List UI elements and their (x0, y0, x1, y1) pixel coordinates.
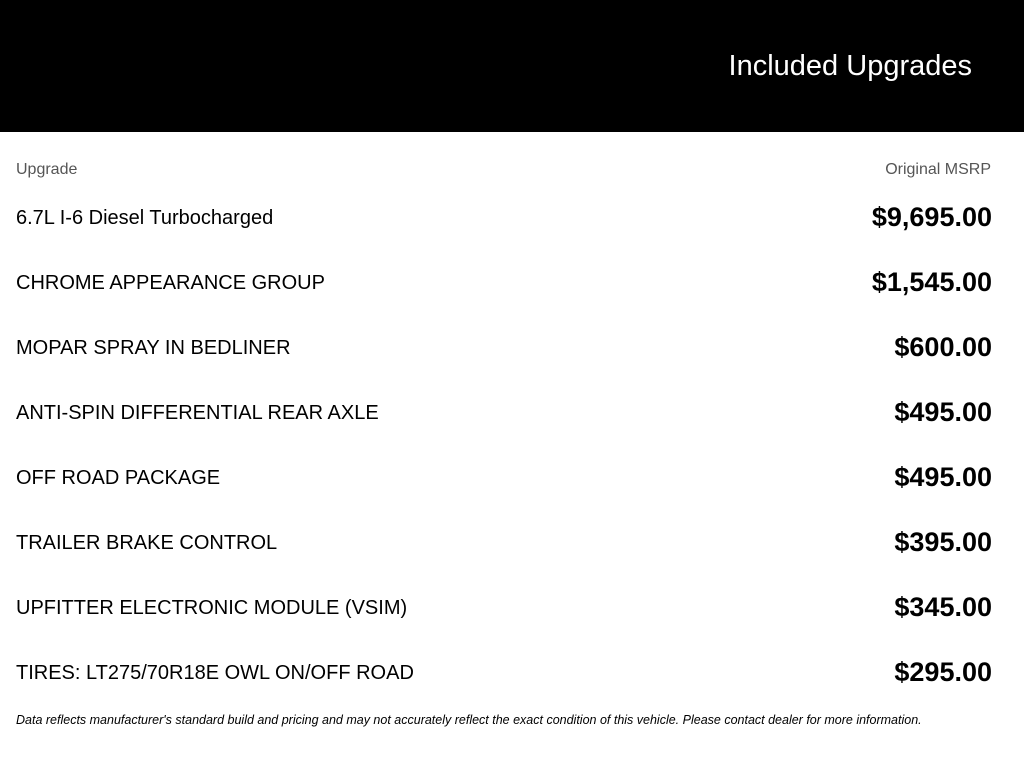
upgrade-price: $9,695.00 (871, 202, 992, 232)
upgrade-name: MOPAR SPRAY IN BEDLINER (16, 337, 291, 359)
upgrade-price: $395.00 (894, 527, 992, 557)
upgrade-price: $295.00 (894, 657, 992, 687)
disclaimer-text: Data reflects manufacturer's standard build and pricing and may not accurately reflect the exact condition of this vehicle. Please contact dealer for more information. (16, 713, 922, 727)
upgrade-row (0, 250, 1024, 315)
upgrade-price: $1,545.00 (871, 267, 992, 297)
upgrades-list (0, 185, 1024, 705)
upgrade-row (0, 575, 1024, 640)
upgrade-name: TIRES: LT275/70R18E OWL ON/OFF ROAD (16, 662, 414, 684)
upgrade-price: $345.00 (894, 592, 992, 622)
upgrade-name: ANTI-SPIN DIFFERENTIAL REAR AXLE (16, 402, 379, 424)
page-header (0, 0, 1024, 132)
upgrade-row (0, 445, 1024, 510)
upgrade-price: $600.00 (894, 332, 992, 362)
upgrade-name: CHROME APPEARANCE GROUP (16, 272, 325, 294)
upgrade-name: OFF ROAD PACKAGE (16, 467, 221, 489)
upgrade-row (0, 640, 1024, 705)
column-header-msrp: Original MSRP (885, 161, 991, 178)
upgrade-price: $495.00 (894, 462, 992, 492)
column-header-upgrade: Upgrade (16, 161, 78, 178)
upgrade-name: TRAILER BRAKE CONTROL (16, 532, 278, 554)
upgrade-name: UPFITTER ELECTRONIC MODULE (VSIM) (16, 597, 408, 619)
upgrade-row (0, 315, 1024, 380)
upgrade-row (0, 510, 1024, 575)
upgrade-row (0, 185, 1024, 250)
upgrade-row (0, 380, 1024, 445)
upgrade-price: $495.00 (894, 397, 992, 427)
upgrade-name: 6.7L I-6 Diesel Turbocharged (16, 207, 274, 229)
page-title: Included Upgrades (728, 50, 972, 82)
